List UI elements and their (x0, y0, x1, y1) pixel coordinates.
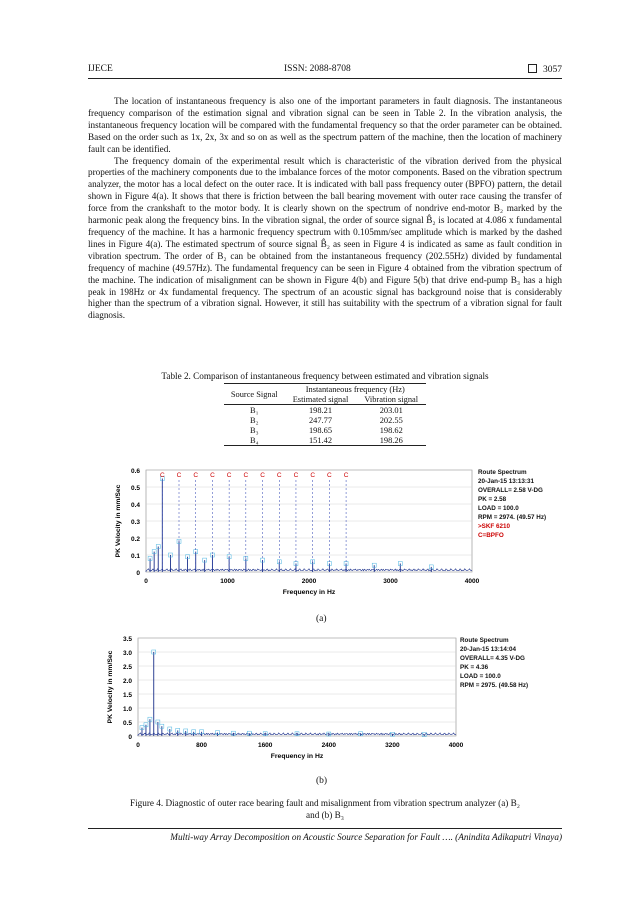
bpfo-marker-label: C (159, 472, 165, 479)
x-tick-label: 2000 (301, 578, 317, 585)
y-tick-label: 0 (136, 570, 140, 577)
bpfo-marker-label: C (293, 472, 299, 479)
y-axis-label: PK Velocity in mm/Sec (107, 650, 114, 724)
y-tick-label: 3.5 (122, 636, 132, 643)
x-axis-label: Frequency in Hz (270, 753, 324, 760)
figure-caption-line-2: and (b) B₃ (306, 810, 344, 820)
checkbox-icon (528, 64, 537, 73)
journal-name: IJECE (88, 64, 113, 74)
y-tick-label: 0.2 (130, 536, 140, 543)
y-tick-label: 1.5 (122, 692, 132, 699)
y-tick-label: 0.5 (122, 720, 132, 727)
bpfo-marker-label: C (243, 472, 249, 479)
x-tick-label: 1600 (257, 742, 273, 749)
table-row: B₂ 247.77 202.55 (250, 415, 403, 425)
paragraph-2: The frequency domain of the experimental result which is characteristic of the vibration derived from the physical properties of the machinery components due to the imbalance forces of the motor components. Based on the vibration spectrum analyzer, the motor has a local defect on the outer race. It is indicated with ball pass frequency outer (BPFO) pattern, the detail shown in Figure 4(a). It shows that there is friction between the ball bearing movement with outer race causing the transfer of force from the crankshaft to the motor body. It is clearly shown on the spectrum of nondrive end-motor B₂ marked by the harmonic peak along the frequency bins. In the vibration signal, the order of source signal B̂₂ is located at 4.086 x fundamental frequency of the machine. It has a harmonic frequency spectrum with 0.105mm/sec amplitude which is marked by the dashed lines in Figure 4(a). The estimated spectrum of source signal B̂₂ as seen in Figure 4 is indicated as same as fault condition in vibration spectrum. The order of B₂ can be obtained from the instantaneous frequency (202.55Hz) divided by fundamental frequency of machine (49.57Hz). The fundamental frequency can be seen in Figure 4 obtained from the vibration spectrum of the machine. The indication of misalignment can be shown in Figure 4(b) and Figure 5(b) that drive end-pump B₃ has a high peak in 198Hz or 4x fundamental frequency. The spectrum of an acoustic signal has background noise that is considerably higher than the spectrum of a vibration signal. However, it still has suitability with the spectrum of a vibration signal for fault diagnosis. (88, 155, 562, 321)
spectrum-info-line: PK = 2.58 (478, 496, 507, 503)
table-2 (224, 383, 426, 446)
spectrum-info-line: 20-Jan-15 13:13:31 (478, 478, 535, 485)
plot-frame (138, 638, 456, 736)
x-tick-label: 4000 (464, 578, 480, 585)
table-row: B₁ 198.21 203.01 (250, 405, 403, 415)
x-tick-label: 3200 (385, 742, 400, 749)
table-header-est: Estimated signal (292, 394, 349, 404)
table-header-source: Source Signal (230, 389, 278, 399)
spectrum-info-line: LOAD = 100.0 (478, 505, 519, 512)
bpfo-marker-label: C (327, 472, 332, 479)
y-tick-label: 2.5 (122, 664, 132, 671)
page-number-wrap (528, 64, 562, 75)
y-tick-label: 2.0 (122, 678, 132, 685)
spectrum-info-line: OVERALL= 4.35 V-DG (460, 655, 525, 662)
bpfo-marker-label: C (193, 472, 199, 479)
bpfo-marker-label: C (260, 472, 265, 479)
y-tick-label: 3.0 (122, 650, 132, 657)
x-tick-label: 3000 (383, 578, 398, 585)
y-tick-label: 0.5 (130, 485, 140, 492)
body-text (88, 96, 562, 322)
x-tick-label: 1000 (220, 578, 235, 585)
bpfo-marker-label: C (343, 472, 349, 479)
spectrum-info-line: C=BPFO (478, 532, 504, 539)
y-tick-label: 0.1 (130, 553, 140, 560)
spectrum-info-line: PK = 4.36 (460, 664, 489, 671)
bpfo-marker-label: C (310, 472, 316, 479)
bpfo-marker-label: C (176, 472, 182, 479)
spectrum-info-line: LOAD = 100.0 (460, 673, 501, 680)
spectrum-chart-a (96, 462, 570, 607)
x-tick-label: 800 (196, 742, 208, 749)
table-header-vib: Vibration signal (364, 394, 419, 404)
running-header (88, 62, 562, 79)
x-tick-label: 4000 (448, 742, 464, 749)
x-tick-label: 2400 (321, 742, 337, 749)
spectrum-info-line: OVERALL= 2.58 V-DG (478, 487, 543, 494)
table-row: B₃ 198.65 198.62 (250, 425, 403, 435)
subfigure-label-b: (b) (316, 776, 328, 786)
subfigure-label-a: (a) (316, 614, 327, 624)
bpfo-marker-label: C (210, 472, 215, 479)
paragraph-1: The location of instantaneous frequency is also one of the important parameters in fault diagnosis. The instantaneous frequency comparison of the estimation signal and vibration signal can be seen in Table 2. In the vibration analysis, the instantaneous frequency location will be compared with the fundamental frequency so that the order parameter can be obtained. Based on the order such as 1x, 2x, 3x and so on as well as the spectrum pattern of the machine, then the location of machinery fault can be identified. (88, 96, 562, 154)
bpfo-marker-label: C (276, 472, 282, 479)
y-axis-label: PK Velocity in mm/Sec (115, 484, 122, 558)
table-caption: Table 2. Comparison of instantaneous frequency between estimated and vibration signals (161, 371, 489, 381)
running-footer: Multi-way Array Decomposition on Acoustic Source Separation for Fault …. (Anindita Adikaputri Vinaya) (88, 828, 562, 842)
spectrum-info-line: Route Spectrum (478, 469, 527, 476)
bpfo-marker-label: C (226, 472, 232, 479)
y-tick-label: 0 (128, 734, 132, 741)
spectrum-info-line: 20-Jan-15 13:14:04 (460, 646, 517, 653)
spectrum-info-line: Route Spectrum (460, 637, 509, 644)
x-tick-label: 0 (144, 578, 148, 585)
spectrum-noise-trace (146, 569, 472, 572)
table-header-group: Instantaneous frequency (Hz) (305, 384, 405, 394)
y-tick-label: 0.3 (130, 519, 140, 526)
x-tick-label: 0 (136, 742, 140, 749)
spectrum-chart-b (96, 632, 570, 767)
y-tick-label: 0.6 (130, 468, 140, 475)
y-tick-label: 1.0 (122, 706, 132, 713)
page-number: 3057 (543, 65, 562, 75)
x-axis-label: Frequency in Hz (282, 589, 336, 596)
figure-caption-line-1: Figure 4. Diagnostic of outer race bearing fault and misalignment from vibration spectrum analyzer (a) B₂ (130, 798, 520, 808)
spectrum-info-line: >SKF 6210 (478, 523, 511, 530)
spectrum-info-line: RPM = 2975. (49.58 Hz) (460, 682, 529, 689)
table-row: B₄ 151.42 198.26 (224, 435, 426, 446)
y-tick-label: 0.4 (130, 502, 140, 509)
issn: ISSN: 2088-8708 (284, 64, 351, 74)
spectrum-info-line: RPM = 2974. (49.57 Hz) (478, 514, 547, 521)
